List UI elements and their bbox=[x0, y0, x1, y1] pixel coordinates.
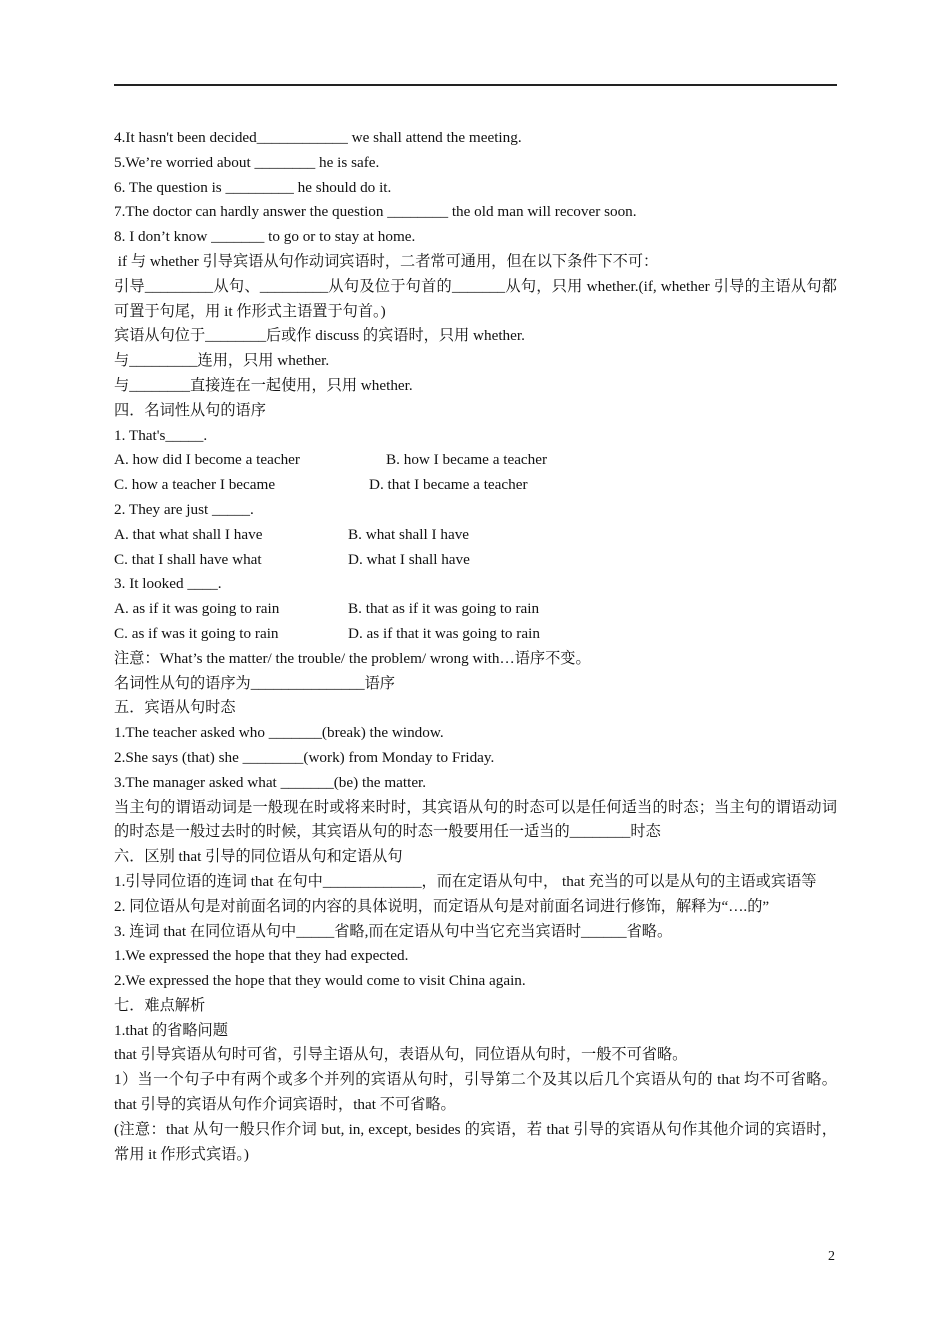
exercise-line: 2.She says (that) she ________(work) from Monday to Friday. bbox=[114, 748, 495, 766]
exercise-line: 4.It hasn't been decided____________ we shall attend the meeting. bbox=[114, 129, 522, 146]
option-b: B. that as if it was going to rain bbox=[348, 600, 540, 618]
exercise-line: 3.The manager asked what _______(be) the matter. bbox=[114, 773, 427, 791]
example-line: 1.We expressed the hope that they had expected. bbox=[114, 947, 409, 965]
exercise-line: 6. The question is _________ he should do it. bbox=[114, 178, 392, 196]
note-line: 与________直接连在一起使用，只用 whether. bbox=[114, 376, 413, 394]
section-heading: 七．难点解析 bbox=[114, 996, 206, 1014]
option-d: D. as if that it was going to rain bbox=[348, 624, 540, 642]
note-line: if 与 whether 引导宾语从句作动词宾语时，二者常可通用，但在以下条件下不可： bbox=[114, 252, 659, 270]
note-paragraph: 2. 同位语从句是对前面名词的内容的具体说明，而定语从句是对前面名词进行修饰，解释为“….的” bbox=[114, 897, 770, 915]
note-line: 注意：What’s the matter/ the trouble/ the problem/ wrong with…语序不变。 bbox=[114, 649, 591, 667]
note-paragraph: 当主句的谓语动词是一般现在时或将来时时，其宾语从句的时态可以是任何适当的时态；当主句的谓语动词的时态是一般过去时的时候，其宾语从句的时态一般要用任一适当的________时态 bbox=[114, 798, 837, 841]
question-stem: 3. It looked ____. bbox=[114, 575, 222, 593]
note-line: 名词性从句的语序为_______________语序 bbox=[114, 674, 395, 692]
option-a: A. as if it was going to rain bbox=[114, 600, 280, 618]
option-b: B. how I became a teacher bbox=[386, 451, 548, 469]
note-line: 与_________连用，只用 whether. bbox=[114, 352, 330, 370]
option-d: D. what I shall have bbox=[348, 550, 470, 568]
exercise-line: 5.We’re worried about ________ he is safe. bbox=[114, 153, 380, 171]
section-heading: 五．宾语从句时态 bbox=[114, 699, 236, 717]
option-row bbox=[114, 448, 837, 473]
question-stem: 2. They are just _____. bbox=[114, 500, 254, 518]
option-row bbox=[114, 523, 837, 548]
header-rule bbox=[114, 84, 837, 86]
option-row bbox=[114, 622, 837, 647]
option-c: C. how a teacher I became bbox=[114, 476, 276, 494]
option-row bbox=[114, 548, 837, 573]
option-d: D. that I became a teacher bbox=[369, 476, 528, 494]
note-paragraph: 1.引导同位语的连词 that 在句中_____________，而在定语从句中， that 充当的可以是从句的主语或宾语等 bbox=[114, 872, 817, 890]
note-paragraph: (注意：that 从句一般只作介词 but, in, except, besides 的宾语，若 that 引导的宾语从句作其他介词的宾语时，常用 it 作形式宾语。) bbox=[114, 1120, 837, 1163]
exercise-line: 1.The teacher asked who _______(break) the window. bbox=[114, 724, 444, 742]
document-body bbox=[114, 126, 837, 1167]
page-number: 2 bbox=[828, 1249, 835, 1264]
option-row bbox=[114, 473, 837, 498]
section-heading: 六．区别 that 引导的同位语从句和定语从句 bbox=[114, 848, 403, 866]
option-a: A. how did I become a teacher bbox=[114, 451, 300, 469]
option-c: C. as if was it going to rain bbox=[114, 624, 279, 642]
exercise-line: 8. I don’t know _______ to go or to stay at home. bbox=[114, 228, 416, 246]
exercise-line: 7.The doctor can hardly answer the question ________ the old man will recover soon. bbox=[114, 203, 637, 221]
option-row bbox=[114, 597, 837, 622]
option-c: C. that I shall have what bbox=[114, 550, 262, 568]
section-heading: 四．名词性从句的语序 bbox=[114, 401, 266, 419]
option-b: B. what shall I have bbox=[348, 525, 470, 543]
note-paragraph: 引导_________从句、_________从句及位于句首的_______从句，只用 whether.(if, whether 引导的主语从句都可置于句尾，用 it 作形式主语置于句首。) bbox=[114, 277, 837, 320]
option-a: A. that what shall I have bbox=[114, 525, 263, 543]
note-paragraph: 1）当一个句子中有两个或多个并列的宾语从句时，引导第二个及其以后几个宾语从句的 that 均不可省略。that 引导的宾语从句作介词宾语时，that 不可省略。 bbox=[114, 1071, 837, 1114]
note-line: 3. 连词 that 在同位语从句中_____省略,而在定语从句中当它充当宾语时______省略。 bbox=[114, 922, 673, 940]
note-line: that 引导宾语从句时可省，引导主语从句，表语从句，同位语从句时，一般不可省略。 bbox=[114, 1046, 688, 1064]
example-line: 2.We expressed the hope that they would come to visit China again. bbox=[114, 972, 526, 990]
subsection-heading: 1.that 的省略问题 bbox=[114, 1021, 228, 1039]
note-line: 宾语从句位于________后或作 discuss 的宾语时，只用 whether. bbox=[114, 327, 525, 345]
question-stem: 1. That's_____. bbox=[114, 426, 208, 444]
